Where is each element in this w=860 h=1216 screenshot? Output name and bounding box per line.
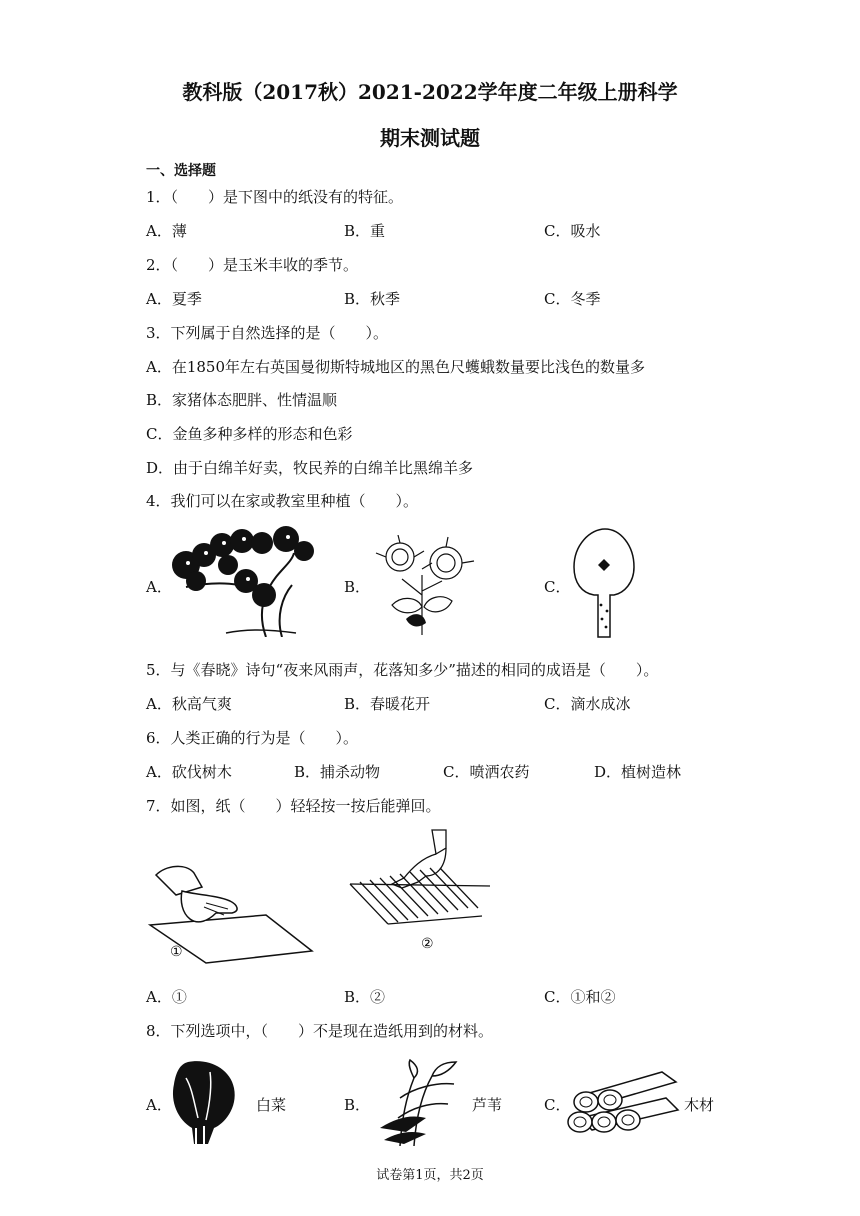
q4-option-c[interactable]: C． bbox=[544, 578, 571, 596]
q3-option-d[interactable]: D．由于白绵羊好卖，牧民养的白绵羊比黑绵羊多 bbox=[146, 459, 474, 477]
title-line-1: 教科版（2017秋）2021-2022学年度二年级上册科学 bbox=[182, 80, 678, 104]
q4-option-a[interactable]: A． bbox=[146, 578, 172, 596]
q5-option-c[interactable]: C．滴水成冰 bbox=[544, 695, 631, 713]
q1-option-c[interactable]: C．吸水 bbox=[544, 222, 601, 240]
page-footer: 试卷第1页，共2页 bbox=[376, 1168, 484, 1183]
q5-option-b[interactable]: B．春暖花开 bbox=[344, 695, 431, 713]
corrugated-paper-hand-image bbox=[342, 828, 492, 943]
cabbage-image bbox=[168, 1058, 240, 1148]
q8-option-a-label: 白菜 bbox=[256, 1096, 287, 1114]
q7-option-a[interactable]: A．① bbox=[146, 988, 187, 1006]
bonsai-tree-image bbox=[166, 525, 326, 637]
q2-option-b[interactable]: B．秋季 bbox=[344, 290, 401, 308]
q6-option-d[interactable]: D．植树造林 bbox=[594, 763, 682, 781]
q8-option-b[interactable]: B． bbox=[344, 1096, 371, 1114]
question-1-stem: 1．（ ）是下图中的纸没有的特征。 bbox=[146, 188, 404, 206]
q8-option-b-label: 芦苇 bbox=[472, 1096, 503, 1114]
q1-option-a[interactable]: A．薄 bbox=[146, 222, 187, 240]
tree-image bbox=[570, 525, 640, 640]
q3-option-b[interactable]: B．家猪体态肥胖、性情温顺 bbox=[146, 391, 338, 409]
q2-option-a[interactable]: A．夏季 bbox=[146, 290, 202, 308]
q6-option-c[interactable]: C．喷洒农药 bbox=[443, 763, 530, 781]
q8-option-c-label: 木材 bbox=[684, 1096, 715, 1114]
question-8-stem: 8．下列选项中，（ ）不是现在造纸用到的材料。 bbox=[146, 1022, 494, 1040]
q8-option-a[interactable]: A． bbox=[146, 1096, 172, 1114]
figure-label-2: ② bbox=[421, 936, 434, 952]
question-2-stem: 2．（ ）是玉米丰收的季节。 bbox=[146, 256, 359, 274]
question-3-stem: 3．下列属于自然选择的是（ ）。 bbox=[146, 324, 389, 342]
q3-option-a[interactable]: A．在1850年左右英国曼彻斯特城地区的黑色尺蠖蛾数量要比浅色的数量多 bbox=[146, 358, 646, 376]
q6-option-b[interactable]: B．捕杀动物 bbox=[294, 763, 381, 781]
q5-option-a[interactable]: A．秋高气爽 bbox=[146, 695, 232, 713]
q3-option-c[interactable]: C．金鱼多种多样的形态和色彩 bbox=[146, 425, 353, 443]
q7-option-c[interactable]: C．①和② bbox=[544, 988, 616, 1006]
q6-option-a[interactable]: A．砍伐树木 bbox=[146, 763, 232, 781]
q7-option-b[interactable]: B．② bbox=[344, 988, 386, 1006]
q4-option-b[interactable]: B． bbox=[344, 578, 371, 596]
q1-option-b[interactable]: B．重 bbox=[344, 222, 386, 240]
figure-label-1: ① bbox=[170, 944, 183, 960]
title-line-2: 期末测试题 bbox=[380, 126, 480, 150]
chrysanthemum-image bbox=[362, 535, 482, 635]
question-7-stem: 7．如图，纸（ ）轻轻按一按后能弹回。 bbox=[146, 797, 441, 815]
q8-option-c[interactable]: C． bbox=[544, 1096, 571, 1114]
question-5-stem: 5．与《春晓》诗句“夜来风雨声，花落知多少”描述的相同的成语是（ ）。 bbox=[146, 661, 659, 679]
wood-logs-image bbox=[566, 1068, 682, 1138]
reed-image bbox=[370, 1058, 462, 1148]
question-6-stem: 6．人类正确的行为是（ ）。 bbox=[146, 729, 359, 747]
section-heading: 一、选择题 bbox=[146, 163, 216, 179]
q2-option-c[interactable]: C．冬季 bbox=[544, 290, 601, 308]
question-4-stem: 4．我们可以在家或教室里种植（ ）。 bbox=[146, 492, 419, 510]
